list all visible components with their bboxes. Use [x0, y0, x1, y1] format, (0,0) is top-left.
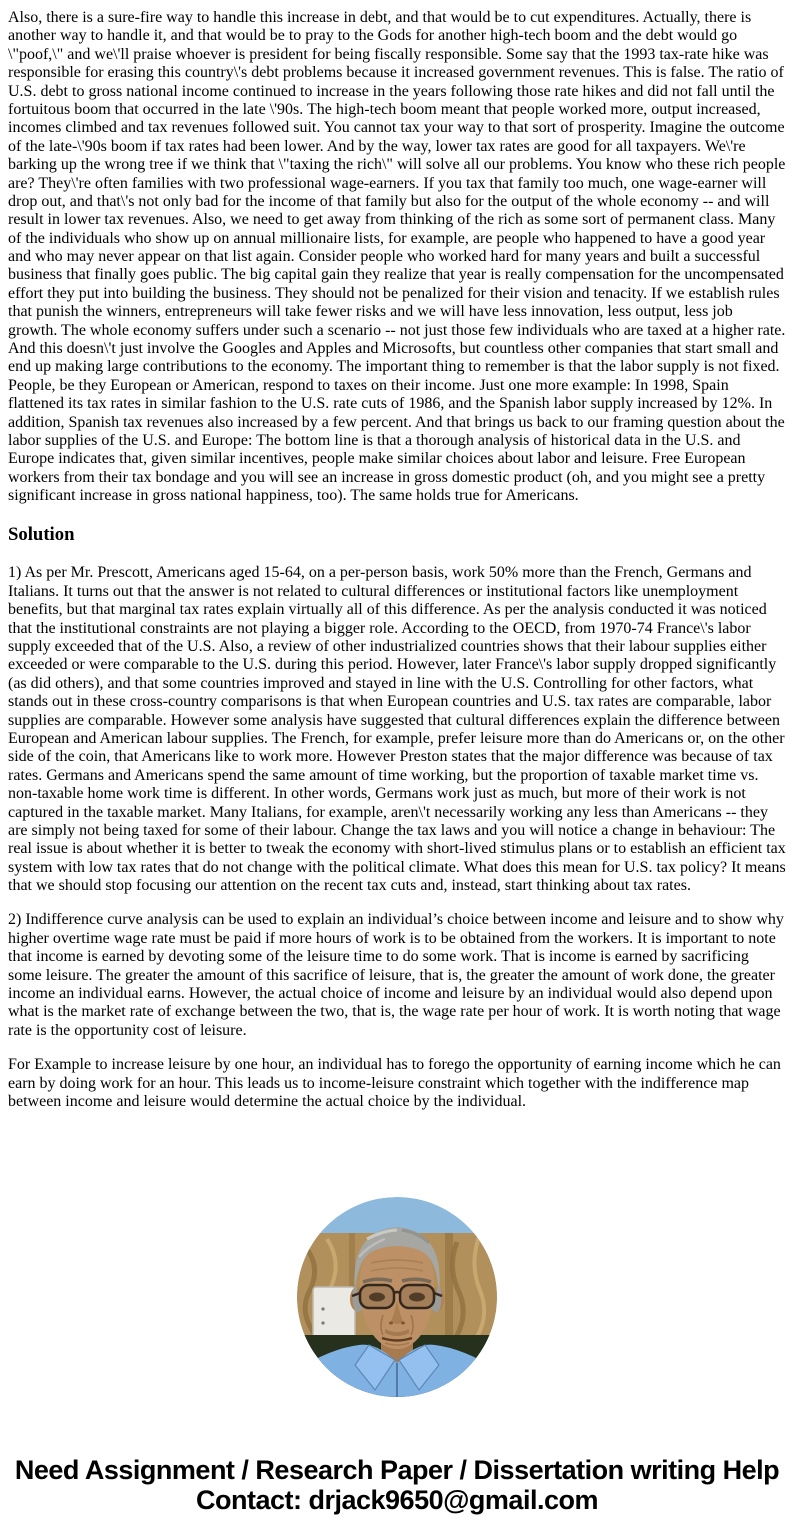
help-banner — [8, 1455, 786, 1515]
portrait-figure — [8, 1197, 786, 1402]
contact-email-text: Contact: drjack9650@gmail.com — [196, 1485, 598, 1516]
intro-paragraph: Also, there is a sure-fire way to handle this increase in debt, and that would be to cut expenditures. Actually, there is another way to handle it, and that would be to pray to the Gods for another high-tech boom and the debt would go \"poof,\" and we\'ll praise whoever is president for being fiscally responsible. Some say that the 1993 tax-rate hike was responsible for erasing this country\'s debt problems because it increased government revenues. This is false. The ratio of U.S. debt to gross national income continued to increase in the years following those rate hikes and did not fall until the fortuitous boom that occurred in the late \'90s. The high-tech boom meant that people worked more, output increased, incomes climbed and tax revenues followed suit. You cannot tax your way to that sort of prosperity. Imagine the outcome of the late-\'90s boom if tax rates had been lower. And by the way, lower tax rates are good for all taxpayers. We\'re barking up the wrong tree if we think that \"taxing the rich\" will solve all our problems. You know who these rich people are? They\'re often families with two professional wage-earners. If you tax that family too much, one wage-earner will drop out, and that\'s not only bad for the income of that family but also for the output of the whole economy -- and will result in lower tax revenues. Also, we need to get away from thinking of the rich as some sort of permanent class. Many of the individuals who show up on annual millionaire lists, for example, are people who happened to have a good year and who may never appear on that list again. Consider people who worked hard for many years and built a successful business that finally goes public. The big capital gain they realize that year is really compensation for the uncompensated effort they put into building the business. They should not be penalized for their vision and tenacity. If we establish rules that punish the winners, entrepreneurs will take fewer risks and we will have less innovation, less output, less job growth. The whole economy suffers under such a scenario -- not just those few individuals who are taxed at a higher rate. And this doesn\'t just involve the Googles and Apples and Microsofts, but countless other companies that start small and end up making large contributions to the economy. The important thing to remember is that the labor supply is not fixed. People, be they European or American, respond to taxes on their income. Just one more example: In 1998, Spain flattened its tax rates in similar fashion to the U.S. rate cuts of 1986, and the Spanish labor supply increased by 12%. In addition, Spanish tax revenues also increased by a few percent. And that brings us back to our framing question about the labor supplies of the U.S. and Europe: The bottom line is that a thorough analysis of historical data in the U.S. and Europe indicates that, given similar incentives, people make similar choices about labor and leisure. Free European workers from their tax bondage and you will see an increase in gross domestic product (oh, and you might see a pretty significant increase in gross national happiness, too). The same holds true for Americans. — [8, 9, 786, 505]
answer-paragraph-1: 1) As per Mr. Prescott, Americans aged 15-64, on a per-person basis, work 50% more than the French, Germans and Italians. It turns out that the answer is not related to cultural differences or institutional factors like unemployment benefits, but that marginal tax rates explain virtually all of this difference. As per the analysis conducted it was noticed that the institutional constraints are not playing a bigger role. According to the OECD, from 1970-74 France\'s labor supply exceeded that of the U.S. Also, a review of other industrialized countries shows that their labour supplies either exceeded or were comparable to the U.S. during this period. However, later France\'s labor supply dropped significantly (as did others), and that some countries improved and stayed in line with the U.S. Controlling for other factors, what stands out in these cross-country comparisons is that when European countries and U.S. tax rates are comparable, labor supplies are comparable. However some analysis have suggested that cultural differences explain the difference between European and American labour supplies. The French, for example, prefer leisure more than do Americans or, on the other side of the coin, that Americans like to work more. However Preston states that the major difference was because of tax rates. Germans and Americans spend the same amount of time working, but the proportion of taxable market time vs. non-taxable home work time is different. In other words, Germans work just as much, but more of their work is not captured in the taxable market. Many Italians, for example, aren\'t necessarily working any less than Americans -- they are simply not being taxed for some of their labour. Change the tax laws and you will notice a change in behaviour: The real issue is about whether it is better to tweak the economy with short-lived stimulus plans or to establish an efficient tax system with low tax rates that do not change with the political climate. What does this mean for U.S. tax policy? It means that we should stop focusing our attention on the recent tax cuts and, instead, start thinking about tax rates. — [8, 564, 786, 895]
example-paragraph: For Example to increase leisure by one hour, an individual has to forego the opportunity of earning income which he can earn by doing work for an hour. This leads us to income-leisure constraint which together with the indifference map between income and leisure would determine the actual choice by the individual. — [8, 1056, 781, 1110]
answer-paragraph-2: 2) Indifference curve analysis can be used to explain an individual’s choice between income and leisure and to show why higher overtime wage rate must be paid if more hours of work is to be obtained from the workers. It is important to note that income is earned by devoting some of the leisure time to do some work. That is income is earned by sacrificing some leisure. The greater the amount of this sacrifice of leisure, that is, the greater the amount of work done, the greater income an individual earns. However, the actual choice of income and leisure by an individual would also depend upon what is the market rate of exchange between the two, that is, the wage rate per hour of work. It is worth noting that wage rate is the opportunity cost of leisure. — [8, 911, 784, 1039]
man-portrait-photo — [297, 1197, 497, 1397]
solution-heading: Solution — [8, 524, 75, 546]
help-banner-text: Need Assignment / Research Paper / Dissertation writing Help — [14, 1455, 780, 1486]
document-body — [8, 9, 786, 1515]
man-portrait-image — [297, 1197, 497, 1397]
